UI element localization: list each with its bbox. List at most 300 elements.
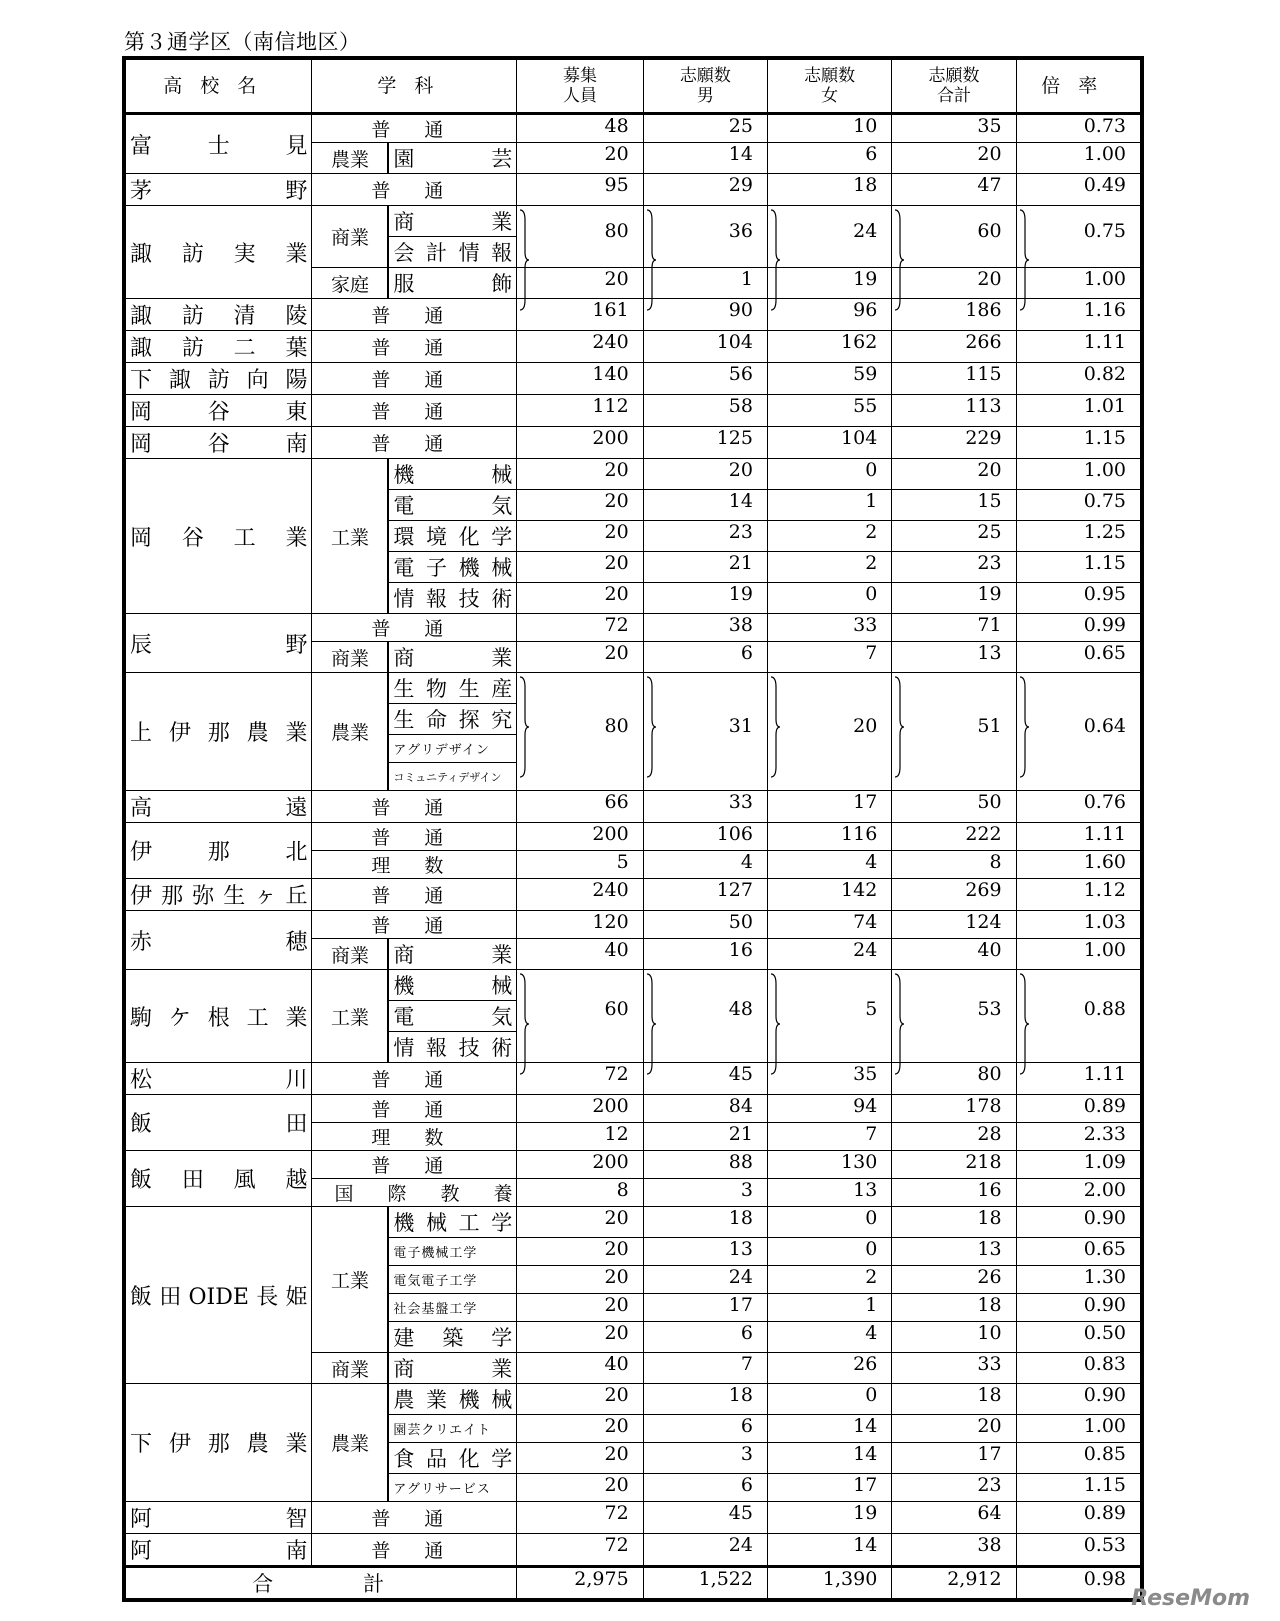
value-total: 80 [892, 1063, 1016, 1095]
table-row [126, 331, 1141, 363]
value-ratio: 1.30 [1016, 1266, 1140, 1294]
field-name: 工業 [312, 459, 388, 614]
field-name: 農業 [312, 1384, 388, 1502]
value-capacity: 20 [517, 490, 643, 521]
value-capacity: 72 [517, 1063, 643, 1095]
value-female: 2 [767, 552, 891, 583]
value-ratio: 0.90 [1016, 1207, 1140, 1238]
department-name: 商業 [388, 1353, 516, 1384]
table-row [126, 363, 1141, 395]
field-name: 普通 [312, 114, 517, 143]
value-capacity: 200 [517, 1151, 643, 1179]
field-name: 普通 [312, 791, 517, 823]
value-ratio: 1.11 [1016, 331, 1140, 363]
value-ratio: 0.82 [1016, 363, 1140, 395]
value-male: 4 [643, 851, 767, 879]
value-total: 33 [892, 1353, 1016, 1384]
value-ratio: 1.00 [1016, 1415, 1140, 1443]
school-name: 上伊那農業 [126, 673, 312, 791]
table-row [126, 174, 1141, 206]
school-name: 諏訪清陵 [126, 299, 312, 331]
curly-brace-icon [894, 677, 904, 777]
value-text: 20 [853, 715, 878, 737]
field-name: 商業 [312, 642, 388, 673]
value-capacity: 20 [517, 1443, 643, 1474]
table-row [126, 299, 1141, 331]
value-text: 36 [728, 220, 753, 242]
curly-brace-icon [646, 677, 656, 777]
value-capacity: 20 [517, 642, 643, 673]
value-female: 2 [767, 521, 891, 552]
value-ratio: 1.12 [1016, 879, 1140, 911]
value-capacity: 20 [517, 1474, 643, 1502]
value-text: 60 [604, 998, 629, 1020]
school-name: 下諏訪向陽 [126, 363, 312, 395]
curly-brace-icon [770, 210, 780, 310]
value-male: 16 [643, 939, 767, 970]
value-total: 64 [892, 1502, 1016, 1534]
field-name: 農業 [312, 143, 388, 174]
document-title: 第３通学区（南信地区） [124, 30, 361, 54]
field-name: 普通 [312, 614, 517, 642]
value-male: 6 [643, 642, 767, 673]
value-ratio: 1.15 [1016, 552, 1140, 583]
value-male: 6 [643, 1322, 767, 1353]
field-name: 普通 [312, 879, 517, 911]
value-female: 96 [767, 299, 891, 331]
department-name: 建築学 [388, 1322, 516, 1353]
curly-brace-icon [770, 974, 780, 1074]
value-male: 125 [643, 427, 767, 459]
department-name: 園芸クリエイト [388, 1415, 516, 1443]
value-female: 14 [767, 1534, 891, 1567]
value-male: 104 [643, 331, 767, 363]
value-ratio: 1.15 [1016, 1474, 1140, 1502]
value-ratio: 1.25 [1016, 521, 1140, 552]
total-ratio: 0.98 [1016, 1567, 1140, 1599]
value-ratio: 1.16 [1016, 299, 1140, 331]
value-male: 24 [643, 1534, 767, 1567]
field-name: 普通 [312, 1063, 517, 1095]
value-ratio: 1.01 [1016, 395, 1140, 427]
value-ratio: 1.11 [1016, 823, 1140, 851]
value-total: 20 [892, 268, 1016, 299]
table-row [126, 1384, 1141, 1415]
value-female: 0 [767, 1384, 891, 1415]
value-capacity: 240 [517, 879, 643, 911]
value-capacity: 40 [517, 1353, 643, 1384]
value-female: 4 [767, 851, 891, 879]
value-total: 50 [892, 791, 1016, 823]
value-male: 33 [643, 791, 767, 823]
value-male: 19 [643, 583, 767, 614]
value-male: 14 [643, 143, 767, 174]
value-female: 4 [767, 1322, 891, 1353]
department-name: 機械 [388, 459, 516, 490]
value-total: 35 [892, 114, 1016, 143]
header-ratio: 倍率 [1016, 60, 1140, 114]
value-total: 10 [892, 1322, 1016, 1353]
value-capacity: 5 [517, 851, 643, 879]
table-row [126, 879, 1141, 911]
department-name: アグリデザイン [388, 735, 516, 763]
school-name: 赤穂 [126, 911, 312, 970]
value-text: 51 [977, 715, 1002, 737]
value-female: 0 [767, 1207, 891, 1238]
school-name: 阿南 [126, 1534, 312, 1567]
value-capacity: 72 [517, 1534, 643, 1567]
value-total [892, 206, 1016, 268]
school-name: 松川 [126, 1063, 312, 1095]
table-row [126, 1534, 1141, 1567]
field-name: 工業 [312, 1207, 388, 1353]
field-name: 商業 [312, 939, 388, 970]
value-capacity [517, 673, 643, 791]
value-capacity: 20 [517, 1415, 643, 1443]
department-name: 社会基盤工学 [388, 1294, 516, 1322]
value-female: 10 [767, 114, 891, 143]
value-female: 0 [767, 459, 891, 490]
total-capacity: 2,975 [517, 1567, 643, 1599]
value-male: 45 [643, 1063, 767, 1095]
value-ratio: 0.89 [1016, 1095, 1140, 1123]
value-female: 19 [767, 268, 891, 299]
value-female: 0 [767, 583, 891, 614]
value-female: 1 [767, 490, 891, 521]
value-total: 38 [892, 1534, 1016, 1567]
field-name: 普通 [312, 1151, 517, 1179]
resemom-logo: ReseMom [1131, 1586, 1250, 1611]
field-name: 理数 [312, 1123, 517, 1151]
value-capacity: 20 [517, 1207, 643, 1238]
value-ratio: 0.76 [1016, 791, 1140, 823]
department-name: 環境化学 [388, 521, 516, 552]
field-name: 商業 [312, 1353, 388, 1384]
value-male: 7 [643, 1353, 767, 1384]
department-name: 機械 [388, 970, 516, 1001]
value-ratio: 0.90 [1016, 1384, 1140, 1415]
value-female: 19 [767, 1502, 891, 1534]
value-total: 8 [892, 851, 1016, 879]
value-female: 1 [767, 1294, 891, 1322]
value-capacity: 161 [517, 299, 643, 331]
school-name: 岡谷工業 [126, 459, 312, 614]
value-capacity: 20 [517, 1266, 643, 1294]
value-text: 0.64 [1083, 715, 1126, 737]
value-capacity: 40 [517, 939, 643, 970]
header-capacity: 募集 人員 [517, 60, 643, 114]
value-capacity: 20 [517, 459, 643, 490]
department-name: 電気電子工学 [388, 1266, 516, 1294]
table-row [126, 911, 1141, 939]
value-capacity: 112 [517, 395, 643, 427]
value-male: 29 [643, 174, 767, 206]
value-female: 7 [767, 1123, 891, 1151]
value-text: 80 [604, 715, 629, 737]
value-total [892, 673, 1016, 791]
table-row [126, 395, 1141, 427]
value-capacity: 48 [517, 114, 643, 143]
value-capacity: 20 [517, 143, 643, 174]
value-female: 14 [767, 1443, 891, 1474]
department-name: 情報技術 [388, 1032, 516, 1063]
header-row [126, 60, 1141, 114]
value-capacity: 95 [517, 174, 643, 206]
value-female: 116 [767, 823, 891, 851]
school-name: 伊那北 [126, 823, 312, 879]
value-ratio: 0.53 [1016, 1534, 1140, 1567]
value-male [643, 673, 767, 791]
value-text: 31 [728, 715, 753, 737]
school-name: 富士見 [126, 114, 312, 174]
value-capacity: 20 [517, 268, 643, 299]
field-name: 工業 [312, 970, 388, 1063]
value-total: 28 [892, 1123, 1016, 1151]
field-name: 普通 [312, 395, 517, 427]
value-text: 48 [728, 998, 753, 1020]
value-female: 13 [767, 1179, 891, 1207]
department-name: 電気 [388, 1001, 516, 1032]
header-male: 志願数 男 [643, 60, 767, 114]
department-name: 電子機械工学 [388, 1238, 516, 1266]
school-name: 阿智 [126, 1502, 312, 1534]
value-female: 55 [767, 395, 891, 427]
value-male: 84 [643, 1095, 767, 1123]
curly-brace-icon [519, 210, 529, 310]
value-total: 26 [892, 1266, 1016, 1294]
table-row [126, 114, 1141, 143]
value-ratio: 0.90 [1016, 1294, 1140, 1322]
value-total: 19 [892, 583, 1016, 614]
value-total: 18 [892, 1294, 1016, 1322]
department-name: アグリサービス [388, 1474, 516, 1502]
value-total: 47 [892, 174, 1016, 206]
value-male: 23 [643, 521, 767, 552]
department-name: 園芸 [388, 143, 516, 174]
value-male: 18 [643, 1207, 767, 1238]
value-capacity: 140 [517, 363, 643, 395]
value-capacity: 20 [517, 1384, 643, 1415]
field-name: 農業 [312, 673, 388, 791]
value-female: 7 [767, 642, 891, 673]
table-row [126, 970, 1141, 1001]
value-male: 88 [643, 1151, 767, 1179]
value-total: 23 [892, 1474, 1016, 1502]
table-row [126, 1151, 1141, 1179]
department-name: 商業 [388, 642, 516, 673]
value-male: 20 [643, 459, 767, 490]
field-name: 国際教養 [312, 1179, 517, 1207]
value-male: 18 [643, 1384, 767, 1415]
value-female: 2 [767, 1266, 891, 1294]
value-ratio: 0.49 [1016, 174, 1140, 206]
header-total: 志願数 合計 [892, 60, 1016, 114]
value-total: 20 [892, 459, 1016, 490]
value-male: 6 [643, 1474, 767, 1502]
value-ratio [1016, 206, 1140, 268]
value-female: 26 [767, 1353, 891, 1384]
value-ratio [1016, 970, 1140, 1063]
curly-brace-icon [519, 677, 529, 777]
school-name: 茅野 [126, 174, 312, 206]
value-ratio: 0.75 [1016, 490, 1140, 521]
department-name: コミュニティデザイン [388, 763, 516, 791]
department-name: 商業 [388, 206, 516, 237]
total-label: 合計 [126, 1567, 517, 1599]
curly-brace-icon [894, 210, 904, 310]
table-row [126, 1502, 1141, 1534]
field-name: 普通 [312, 1095, 517, 1123]
table-row [126, 459, 1141, 490]
value-male: 127 [643, 879, 767, 911]
table-row [126, 823, 1141, 851]
curly-brace-icon [770, 677, 780, 777]
value-capacity: 200 [517, 823, 643, 851]
value-male [643, 970, 767, 1063]
value-total: 186 [892, 299, 1016, 331]
value-total: 222 [892, 823, 1016, 851]
value-capacity: 72 [517, 614, 643, 642]
value-total: 16 [892, 1179, 1016, 1207]
value-male: 50 [643, 911, 767, 939]
value-male: 56 [643, 363, 767, 395]
value-ratio: 0.73 [1016, 114, 1140, 143]
field-name: 普通 [312, 823, 517, 851]
field-name: 普通 [312, 331, 517, 363]
value-ratio: 1.60 [1016, 851, 1140, 879]
value-male: 3 [643, 1443, 767, 1474]
table-row [126, 427, 1141, 459]
field-name: 普通 [312, 174, 517, 206]
value-total: 17 [892, 1443, 1016, 1474]
value-ratio: 1.11 [1016, 1063, 1140, 1095]
value-ratio: 2.00 [1016, 1179, 1140, 1207]
department-name: 農業機械 [388, 1384, 516, 1415]
department-name: 生命探究 [388, 704, 516, 735]
field-name: 商業 [312, 206, 388, 268]
value-total: 229 [892, 427, 1016, 459]
curly-brace-icon [1019, 974, 1029, 1074]
value-ratio: 1.09 [1016, 1151, 1140, 1179]
value-ratio: 0.89 [1016, 1502, 1140, 1534]
school-name: 伊那弥生ヶ丘 [126, 879, 312, 911]
value-capacity: 72 [517, 1502, 643, 1534]
total-sum: 2,912 [892, 1567, 1016, 1599]
value-female: 74 [767, 911, 891, 939]
school-name: 下伊那農業 [126, 1384, 312, 1502]
value-male: 58 [643, 395, 767, 427]
value-male: 24 [643, 1266, 767, 1294]
value-ratio: 0.50 [1016, 1322, 1140, 1353]
field-name: 普通 [312, 363, 517, 395]
value-female: 17 [767, 791, 891, 823]
value-total: 13 [892, 642, 1016, 673]
value-total: 124 [892, 911, 1016, 939]
value-capacity: 20 [517, 1322, 643, 1353]
school-name: 諏訪実業 [126, 206, 312, 299]
value-total [892, 970, 1016, 1063]
value-female: 14 [767, 1415, 891, 1443]
value-total: 115 [892, 363, 1016, 395]
value-female: 162 [767, 331, 891, 363]
value-female: 59 [767, 363, 891, 395]
value-capacity: 20 [517, 521, 643, 552]
department-name: 食品化学 [388, 1443, 516, 1474]
school-name: 駒ケ根工業 [126, 970, 312, 1063]
value-female: 33 [767, 614, 891, 642]
field-name: 理数 [312, 851, 517, 879]
school-name: 飯田風越 [126, 1151, 312, 1207]
table-row [126, 1207, 1141, 1238]
table-row [126, 673, 1141, 704]
value-ratio [1016, 673, 1140, 791]
applicants-table [125, 59, 1141, 1599]
value-ratio: 0.65 [1016, 1238, 1140, 1266]
value-total: 113 [892, 395, 1016, 427]
value-text: 5 [865, 998, 878, 1020]
value-total: 25 [892, 521, 1016, 552]
field-name: 家庭 [312, 268, 388, 299]
field-name: 普通 [312, 911, 517, 939]
value-male: 38 [643, 614, 767, 642]
school-name: 飯田OIDE長姫 [126, 1207, 312, 1384]
value-female: 104 [767, 427, 891, 459]
value-total: 18 [892, 1384, 1016, 1415]
school-name: 飯田 [126, 1095, 312, 1151]
curly-brace-icon [894, 974, 904, 1074]
field-name: 普通 [312, 299, 517, 331]
school-name: 諏訪二葉 [126, 331, 312, 363]
value-total: 23 [892, 552, 1016, 583]
department-name: 電気 [388, 490, 516, 521]
value-female: 0 [767, 1238, 891, 1266]
value-total: 178 [892, 1095, 1016, 1123]
value-text: 53 [977, 998, 1002, 1020]
field-name: 普通 [312, 1534, 517, 1567]
department-name: 会計情報 [388, 237, 516, 268]
value-female: 18 [767, 174, 891, 206]
value-ratio: 1.03 [1016, 911, 1140, 939]
value-capacity: 8 [517, 1179, 643, 1207]
value-male: 3 [643, 1179, 767, 1207]
value-text: 0.88 [1083, 998, 1126, 1020]
value-male: 21 [643, 1123, 767, 1151]
field-name: 普通 [312, 1502, 517, 1534]
value-ratio: 1.00 [1016, 459, 1140, 490]
value-female: 6 [767, 143, 891, 174]
value-male: 90 [643, 299, 767, 331]
value-male: 13 [643, 1238, 767, 1266]
school-name: 高遠 [126, 791, 312, 823]
value-total: 218 [892, 1151, 1016, 1179]
value-total: 20 [892, 1415, 1016, 1443]
value-capacity [517, 206, 643, 268]
value-male: 6 [643, 1415, 767, 1443]
field-name: 普通 [312, 427, 517, 459]
value-total: 40 [892, 939, 1016, 970]
value-ratio: 0.65 [1016, 642, 1140, 673]
value-male: 45 [643, 1502, 767, 1534]
value-ratio: 0.85 [1016, 1443, 1140, 1474]
table-row [126, 1095, 1141, 1123]
school-name: 岡谷南 [126, 427, 312, 459]
table-body [126, 114, 1141, 1567]
value-male: 25 [643, 114, 767, 143]
table-row [126, 206, 1141, 237]
value-ratio: 2.33 [1016, 1123, 1140, 1151]
header-school: 高校名 [126, 60, 312, 114]
value-total: 15 [892, 490, 1016, 521]
